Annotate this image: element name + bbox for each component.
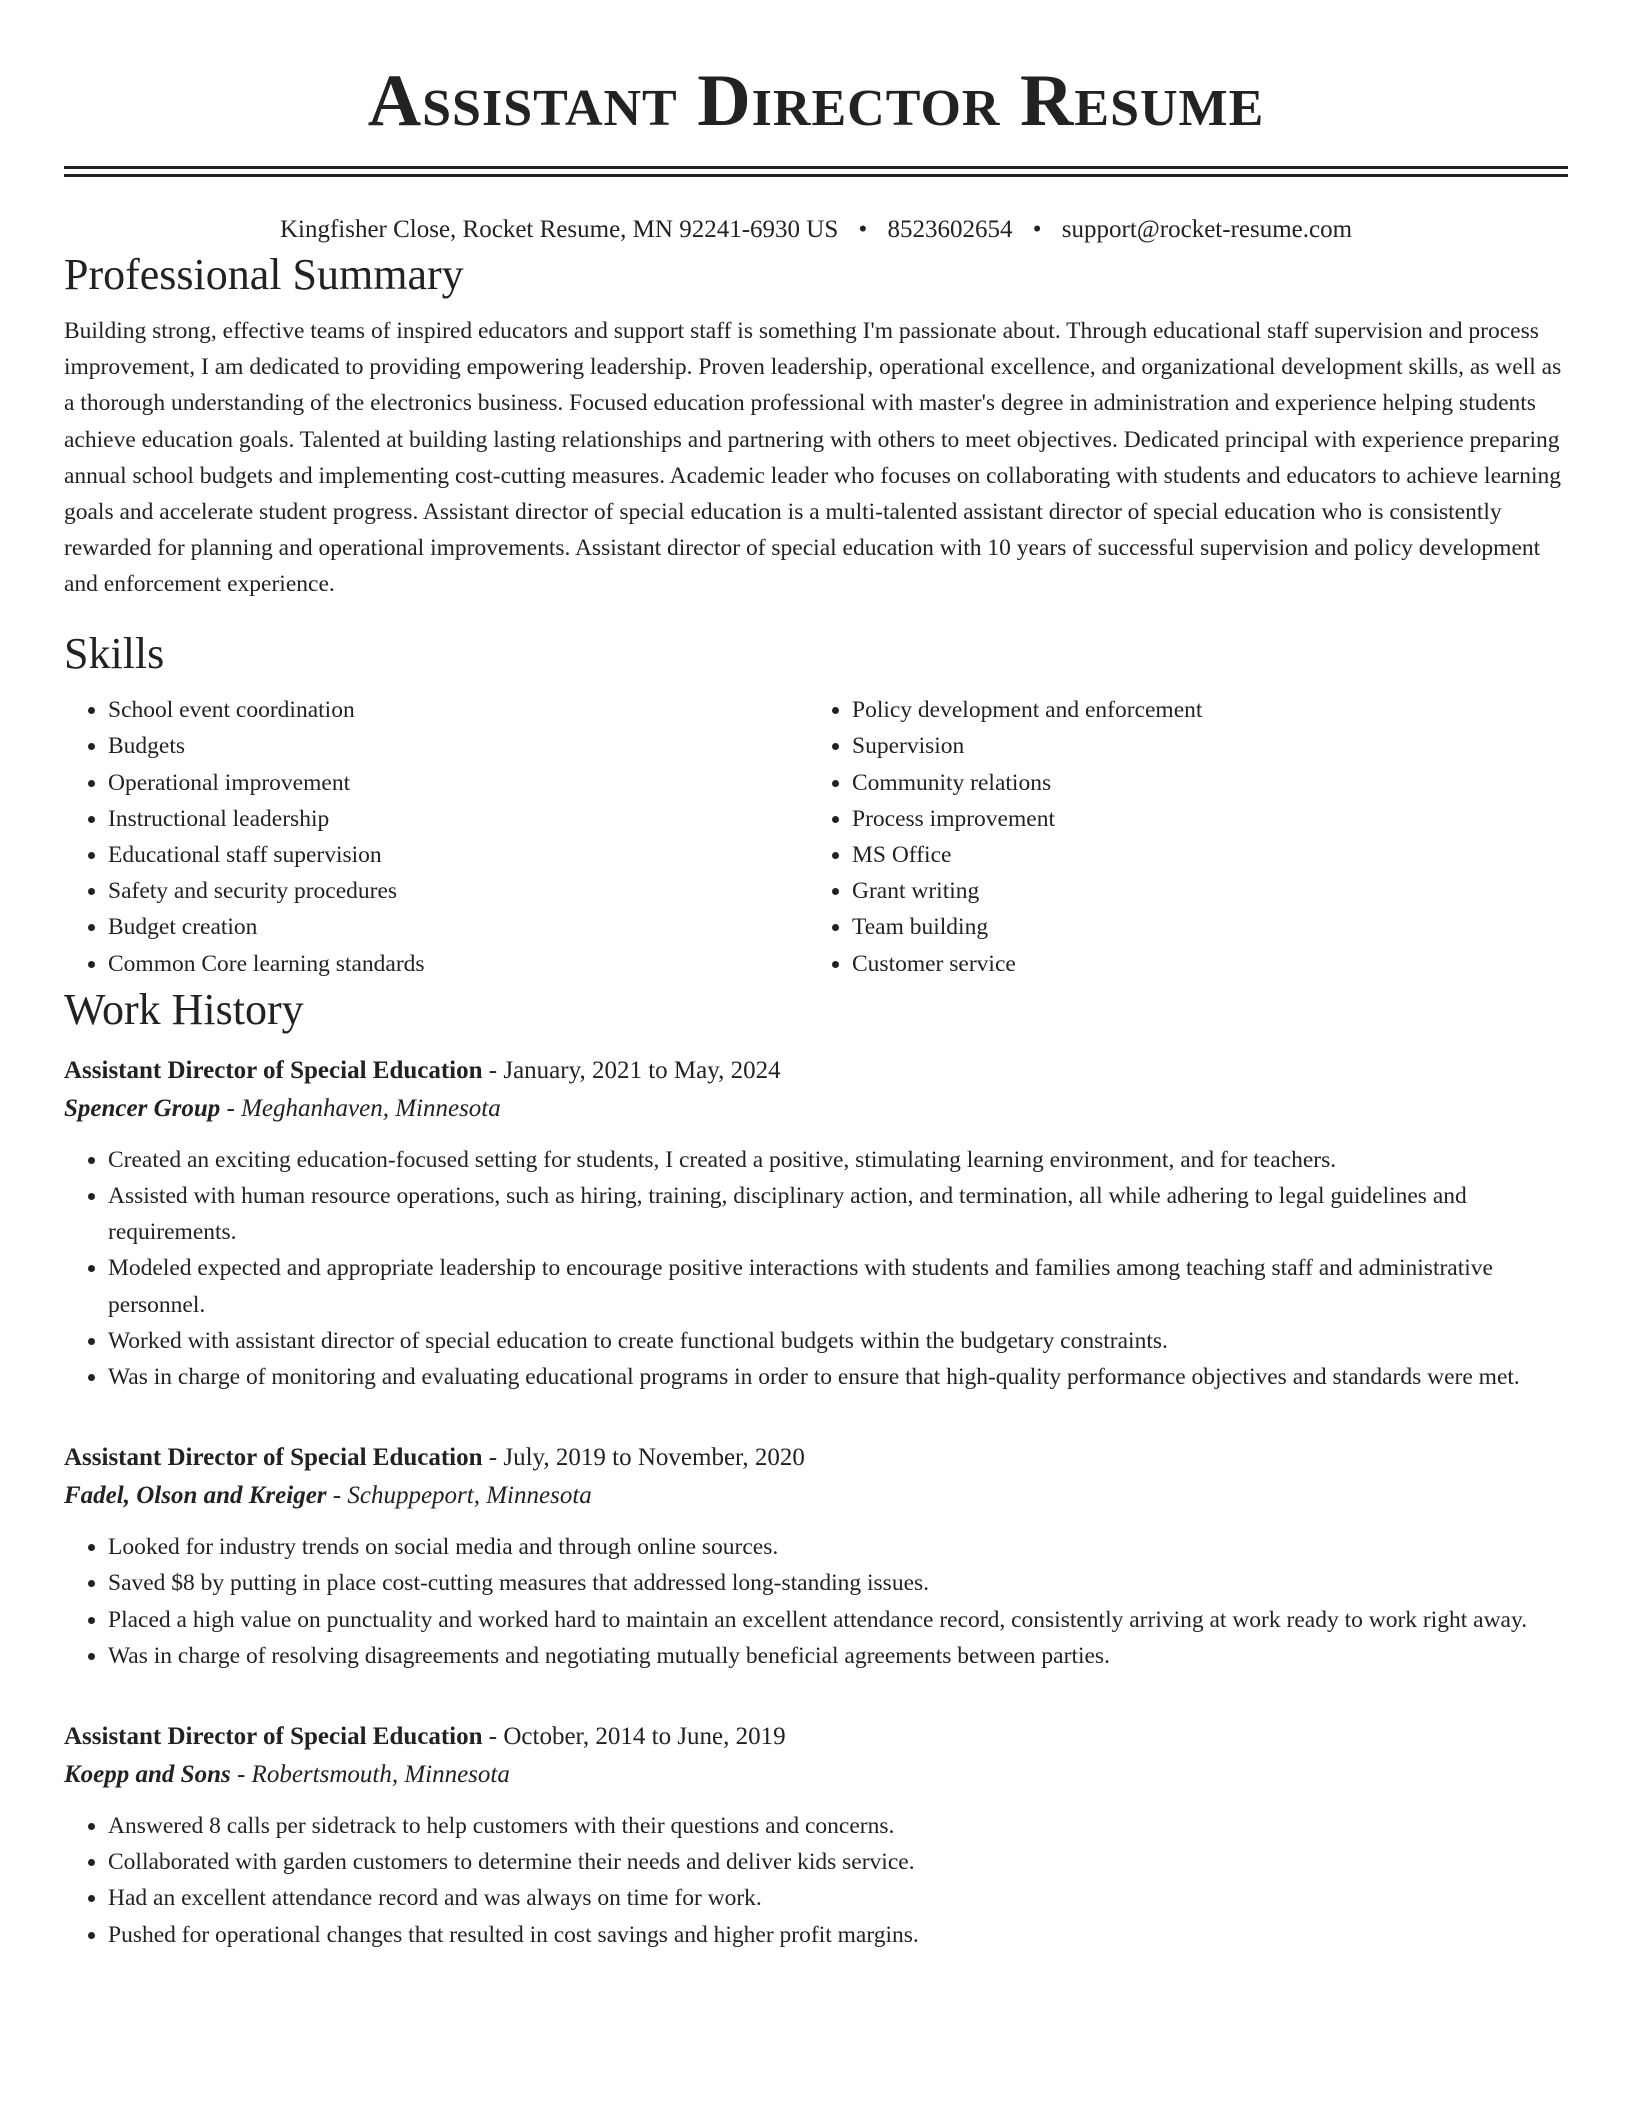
skill-item: • Budget creation (108, 909, 808, 945)
job-company-line (64, 1090, 1568, 1128)
job-bullets (64, 1529, 1568, 1674)
job-bullets (64, 1142, 1568, 1395)
skill-item: • Common Core learning standards (108, 946, 808, 982)
job-bullet: • Was in charge of resolving disagreements and negotiating mutually beneficial agreements between parties. (108, 1638, 1568, 1674)
skill-item: • Team building (852, 909, 1552, 945)
skills-heading: Skills (64, 629, 165, 679)
skill-item: • Operational improvement (108, 765, 808, 801)
contact-address: Kingfisher Close, Rocket Resume, MN 92241-6930 US (279, 216, 839, 243)
company-name: Fadel, Olson and Kreiger (64, 1482, 327, 1510)
job-title: Assistant Director of Special Education (64, 1056, 483, 1084)
job-bullet: • Modeled expected and appropriate leadership to encourage positive interactions with students and families among teaching staff and administrative personnel. (108, 1250, 1568, 1322)
company-location: - Schuppeport, Minnesota (326, 1482, 592, 1510)
contact-email: support@rocket-resume.com (1061, 216, 1353, 243)
job-bullet: • Placed a high value on punctuality and worked hard to maintain an excellent attendance record, consistently arriving at work ready to work right away. (108, 1602, 1568, 1638)
job-bullet: • Pushed for operational changes that resulted in cost savings and higher profit margins. (108, 1917, 1568, 1953)
summary-heading: Professional Summary (64, 250, 464, 299)
company-location: - Meghanhaven, Minnesota (220, 1094, 501, 1122)
job-title: Assistant Director of Special Education (64, 1444, 483, 1472)
contact-phone: 8523602654 (887, 216, 1013, 243)
work-history-heading: Work History (64, 984, 304, 1034)
skill-item: • Customer service (852, 946, 1552, 982)
job-company-line (64, 1756, 1568, 1794)
job-entry (64, 1052, 1568, 1395)
contact-separator: • (1032, 216, 1042, 243)
skill-item: • MS Office (852, 837, 1552, 873)
job-dates: - January, 2021 to May, 2024 (482, 1056, 781, 1084)
job-bullet: • Answered 8 calls per sidetrack to help customers with their questions and concerns. (108, 1808, 1568, 1844)
skill-item: • Community relations (852, 765, 1552, 801)
skill-item: • Grant writing (852, 873, 1552, 909)
job-entry (64, 1439, 1568, 1674)
skill-item: • School event coordination (108, 692, 808, 728)
job-entry (64, 1718, 1568, 1953)
skills-list-right (808, 692, 1552, 982)
job-bullet: • Collaborated with garden customers to determine their needs and deliver kids service. (108, 1844, 1568, 1880)
skill-item: • Safety and security procedures (108, 873, 808, 909)
skill-item: • Policy development and enforcement (852, 692, 1552, 728)
resume-title: Assistant Director Resume (367, 60, 1265, 142)
job-bullet: • Worked with assistant director of special education to create functional budgets within the budgetary constraints. (108, 1323, 1568, 1359)
skill-item: • Budgets (108, 728, 808, 764)
skill-item: • Educational staff supervision (108, 837, 808, 873)
skills-list-left (64, 692, 808, 982)
job-bullet: • Created an exciting education-focused setting for students, I created a positive, stimulating learning environment, and for teachers. (108, 1142, 1568, 1178)
skill-item: • Supervision (852, 728, 1552, 764)
job-dates: - July, 2019 to November, 2020 (482, 1444, 805, 1472)
job-dates: - October, 2014 to June, 2019 (482, 1722, 786, 1750)
job-bullet: • Was in charge of monitoring and evaluating educational programs in order to ensure that high-quality performance objectives and standards were met. (108, 1359, 1568, 1395)
company-name: Koepp and Sons (64, 1760, 231, 1788)
job-title-line (64, 1439, 1568, 1477)
company-location: - Robertsmouth, Minnesota (230, 1760, 510, 1788)
job-company-line (64, 1477, 1568, 1515)
contact-line (64, 213, 1568, 247)
job-bullets (64, 1808, 1568, 1953)
job-bullet: • Had an excellent attendance record and was always on time for work. (108, 1880, 1568, 1916)
job-title: Assistant Director of Special Education (64, 1722, 483, 1750)
job-title-line (64, 1052, 1568, 1090)
job-bullet: • Assisted with human resource operations, such as hiring, training, disciplinary action, and termination, all while adhering to legal guidelines and requirements. (108, 1178, 1568, 1250)
title-double-rule (64, 166, 1568, 177)
company-name: Spencer Group (64, 1094, 221, 1122)
skills-grid (64, 692, 1568, 982)
summary-text: Building strong, effective teams of inspired educators and support staff is something I'm passionate about. Through educational staff supervision and process improvement, I am dedicated to providing empowering leadership. Proven leadership, operational excellence, and organizational development skills, as well as a thorough understanding of the electronics business. Focused education professional with master's degree in administration and experience helping students achieve education goals. Talented at building lasting relationships and partnering with others to meet objectives. Dedicated principal with experience preparing annual school budgets and implementing cost-cutting measures. Academic leader who focuses on collaborating with students and educators to achieve learning goals and accelerate student progress. Assistant director of special education is a multi-talented assistant director of special education who is consistently rewarded for planning and operational improvements. Assistant director of special education with 10 years of successful supervision and policy development and enforcement experience. (64, 318, 1562, 598)
job-bullet: • Saved $8 by putting in place cost-cutting measures that addressed long-standing issues. (108, 1565, 1568, 1601)
job-bullet: • Looked for industry trends on social media and through online sources. (108, 1529, 1568, 1565)
contact-separator: • (858, 216, 868, 243)
skill-item: • Process improvement (852, 801, 1552, 837)
skill-item: • Instructional leadership (108, 801, 808, 837)
job-title-line (64, 1718, 1568, 1756)
